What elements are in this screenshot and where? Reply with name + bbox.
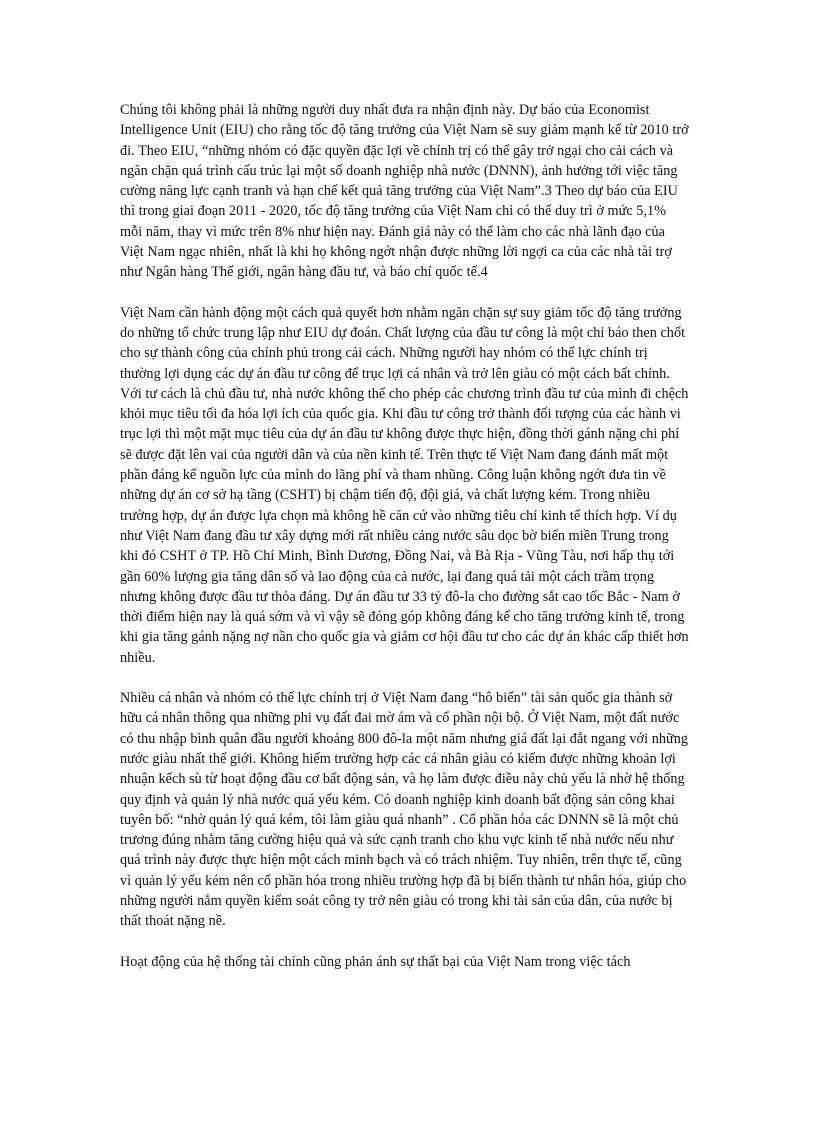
paragraph-public-investment: Việt Nam cần hành động một cách quả quyết hơn nhằm ngăn chặn sự suy giảm tốc độ tăng trưởng do những tổ chức trung lập như EIU dự đoán. Chất lượng của đầu tư công là một chỉ báo then chốt cho sự thành công của chính phủ trong cải cách. Những người hay nhóm có thế lực chính trị thường lợi dụng các dự án đầu tư công để trục lợi cá nhân và trở lên giàu có một cách bất chính. Với tư cách là chủ đầu tư, nhà nước không thể cho phép các chương trình đầu tư của mình đi chệch khỏi mục tiêu tối đa hóa lợi ích của quốc gia. Khi đầu tư công trở thành đối tượng của các hành vi trục lợi thì một mặt mục tiêu của dự án đầu tư không được thực hiện, đồng thời gánh nặng chi phí sẽ được đặt lên vai của người dân và của nền kinh tế. Trên thực tế Việt Nam đang đánh mất một phần đáng kể nguồn lực của mình do lãng phí và tham nhũng. Công luận không ngớt đưa tin về những dự án cơ sở hạ tầng (CSHT) bị chậm tiến độ, đội giá, và chất lượng kém. Trong nhiều trường hợp, dự án được lựa chọn mà không hề căn cứ vào những tiêu chí kinh tế thích hợp. Ví dụ như Việt Nam đang đầu tư xây dựng mới rất nhiều cảng nước sâu dọc bờ biển miền Trung trong khi đó CSHT ở TP. Hồ Chí Minh, Bình Dương, Đồng Nai, và Bà Rịa - Vũng Tàu, nơi hấp thụ tới gần 60% lượng gia tăng dân số và lao động của cả nước, lại đang quá tải một cách trầm trọng nhưng không được đầu tư thỏa đáng. Dự án đầu tư 33 tỷ đô-la cho đường sắt cao tốc Bắc - Nam ở thời điểm hiện nay là quá sớm và vì vậy sẽ đóng góp không đáng kể cho tăng trưởng kinh tế, trong khi gia tăng gánh nặng nợ nần cho quốc gia và giảm cơ hội đầu tư cho các dự án khác cấp thiết hơn nhiều.: [120, 304, 689, 666]
paragraph-land-equitization: Nhiều cá nhân và nhóm có thế lực chính trị ở Việt Nam đang “hô biến” tài sản quốc gia thành sở hữu cá nhân thông qua những phi vụ đất đai mờ ám và cổ phần nội bộ. Ở Việt Nam, một đất nước có thu nhập bình quân đầu người khoảng 800 đô-la một năm nhưng giá đất lại đắt ngang với những nước giàu nhất thế giới. Không hiếm trường hợp các cá nhân giàu có kiếm được những khoản lợi nhuận kếch sù từ hoạt động đầu cơ bất động sản, và họ làm được điều này chủ yếu là nhờ hệ thống quy định và quản lý nhà nước quá yếu kém. Có doanh nghiệp kinh doanh bất động sản công khai tuyên bố: “nhờ quản lý quá kém, tôi làm giàu quá nhanh” . Cổ phần hóa các DNNN sẽ là một chủ trương đúng nhằm tăng cường hiệu quả và sức cạnh tranh cho khu vực kinh tế nhà nước nếu như quá trình này được thực hiện một cách minh bạch và có trách nhiệm. Tuy nhiên, trên thực tế, cũng vì quản lý yếu kém nên cổ phần hóa trong nhiều trường hợp đã bị biến thành tư nhân hóa, giúp cho những người nắm quyền kiểm soát công ty trở nên giàu có trong khi tài sản của dân, của nước bị thất thoát nặng nề.: [120, 690, 689, 930]
paragraph-eiu-forecast: Chúng tôi không phải là những người duy nhất đưa ra nhận định này. Dự báo của Economist Intelligence Unit (EIU) cho rằng tốc độ tăng trưởng của Việt Nam sẽ suy giảm mạnh kể từ 2010 trở đi. Theo EIU, “những nhóm có đặc quyền đặc lợi về chính trị có thể gây trở ngại cho cải cách và ngăn chặn quá trình cấu trúc lại một số doanh nghiệp nhà nước (DNNN), ảnh hưởng tới việc tăng cường năng lực cạnh tranh và hạn chế kết quả tăng trưởng của Việt Nam”.3 Theo dự báo của EIU thì trong giai đoạn 2011 - 2020, tốc độ tăng trưởng của Việt Nam chỉ có thể duy trì ở mức 5,1% mỗi năm, thay vì mức trên 8% như hiện nay. Đánh giá này có thể làm cho các nhà lãnh đạo của Việt Nam ngạc nhiên, nhất là khi họ không ngớt nhận được những lời ngợi ca của các nhà tài trợ như Ngân hàng Thế giới, ngân hàng đầu tư, và báo chí quốc tế.4: [120, 102, 689, 281]
document-page: [120, 100, 690, 992]
paragraph-financial-system: Hoạt động của hệ thống tài chính cũng phản ánh sự thất bại của Việt Nam trong việc tách: [120, 953, 631, 970]
